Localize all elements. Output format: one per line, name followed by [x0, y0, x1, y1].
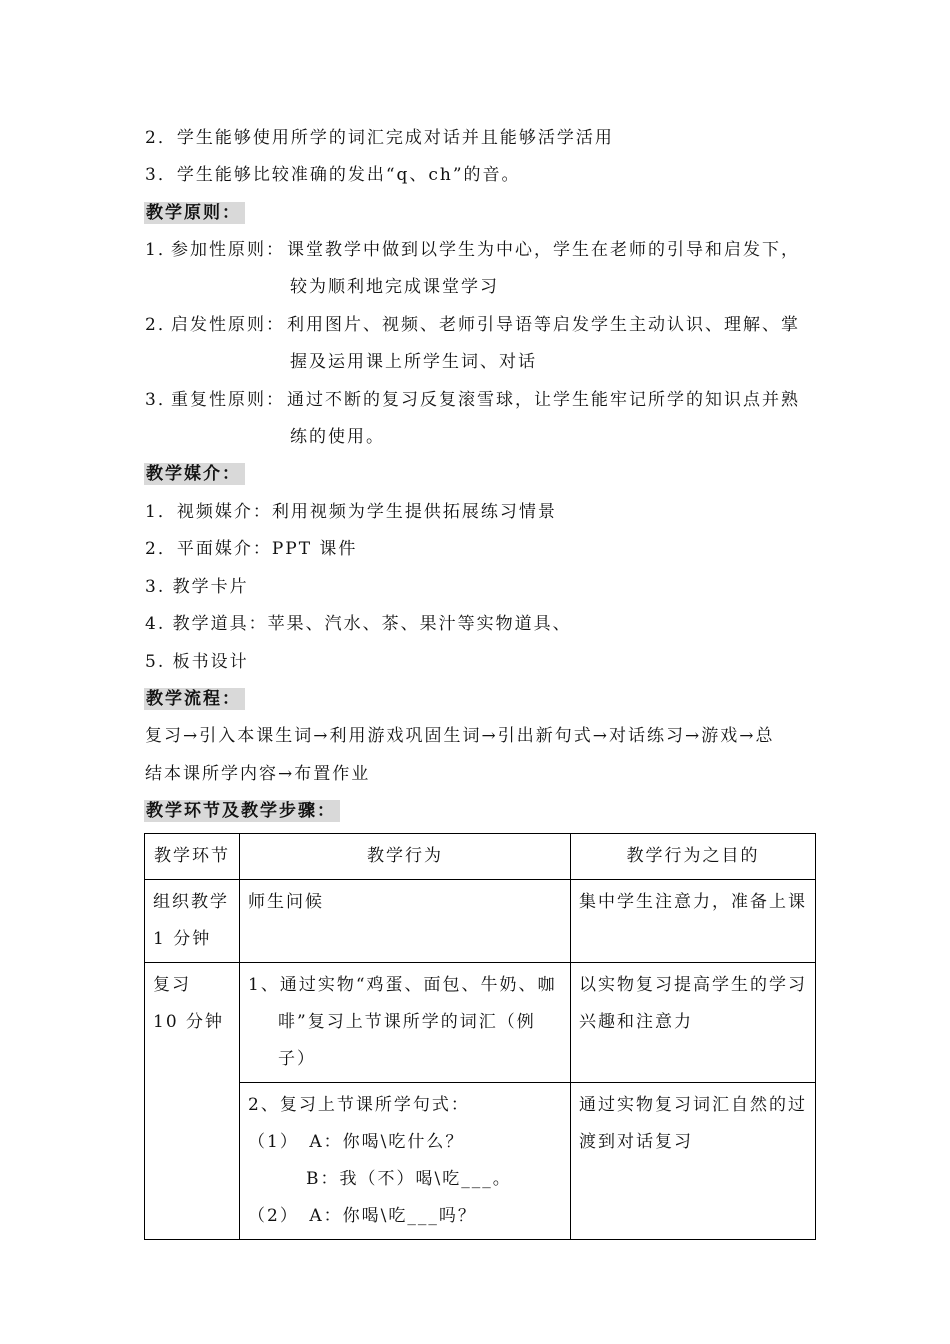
- principle-num: 1．: [145, 240, 177, 260]
- purpose-line: 通过实物复习词汇自然的过: [579, 1095, 807, 1115]
- stage-time: 10 分钟: [153, 1012, 225, 1032]
- principle-label: 启发性原则：: [171, 315, 285, 335]
- action-cell: [240, 1083, 571, 1240]
- action-line: （1） A：你喝\吃什么？: [248, 1132, 465, 1152]
- table-header-row: [145, 834, 816, 880]
- purpose-line: 兴趣和注意力: [579, 1012, 693, 1032]
- flow-text: 复习→引入本课生词→利用游戏巩固生词→引出新句式→对话练习→游戏→总: [145, 726, 775, 746]
- principle-label: 重复性原则：: [171, 390, 285, 410]
- stage-time: 1 分钟: [153, 929, 212, 949]
- purpose-line: 渡到对话复习: [579, 1132, 693, 1152]
- action-line: B：我（不）喝\吃___。: [306, 1169, 512, 1189]
- action-cell: [240, 963, 571, 1083]
- action-line: 子）: [278, 1049, 316, 1069]
- flow-text-cont: 结本课所学内容→布置作业: [145, 764, 371, 784]
- principle-text: 利用图片、视频、老师引导语等启发学生主动认识、理解、掌: [287, 315, 800, 335]
- action-cell: 师生问候: [240, 880, 571, 963]
- principle-text-cont: 较为顺利地完成课堂学习: [290, 277, 499, 297]
- principle-text: 通过不断的复习反复滚雪球，让学生能牢记所学的知识点并熟: [287, 390, 800, 410]
- media-item-1: 1．视频媒介：利用视频为学生提供拓展练习情景: [145, 502, 557, 522]
- steps-table: [144, 833, 816, 1240]
- stage-name: 组织教学: [153, 892, 229, 912]
- media-item-4: 4. 教学道具：苹果、汽水、茶、果汁等实物道具、: [145, 614, 572, 634]
- purpose-cell: [571, 963, 816, 1083]
- media-item-2: 2．平面媒介：PPT 课件: [145, 539, 358, 559]
- flow-heading: 教学流程：: [144, 688, 245, 710]
- stage-cell: [145, 880, 240, 963]
- stage-cell: [145, 963, 240, 1240]
- table-row: [145, 963, 816, 1083]
- stage-name: 复习: [153, 975, 191, 995]
- purpose-line: 以实物复习提高学生的学习: [579, 975, 807, 995]
- action-line: 啡”复习上节课所学的词汇（例: [278, 1012, 536, 1032]
- principles-heading: 教学原则：: [144, 202, 245, 224]
- principle-num: 3．: [145, 390, 177, 410]
- principle-text-cont: 练的使用。: [290, 427, 385, 447]
- header-purpose: 教学行为之目的: [571, 834, 816, 880]
- objective-3: 3．学生能够比较准确的发出“q、ch”的音。: [145, 165, 521, 185]
- principle-text-cont: 握及运用课上所学生词、对话: [290, 352, 537, 372]
- principle-text: 课堂教学中做到以学生为中心，学生在老师的引导和启发下，: [287, 240, 800, 260]
- header-action: 教学行为: [240, 834, 571, 880]
- media-heading: 教学媒介：: [144, 463, 245, 485]
- principle-item-3: [145, 389, 800, 411]
- principle-item-1: [145, 239, 800, 261]
- principle-item-2: [145, 314, 800, 336]
- objective-2: 2．学生能够使用所学的词汇完成对话并且能够活学活用: [145, 128, 614, 148]
- media-item-5: 5. 板书设计: [145, 652, 249, 672]
- principle-label: 参加性原则：: [171, 240, 285, 260]
- table-row: [145, 880, 816, 963]
- action-line: （2） A：你喝\吃___吗？: [248, 1206, 477, 1226]
- action-line: 1、通过实物“鸡蛋、面包、牛奶、咖: [248, 975, 557, 995]
- media-item-3: 3. 教学卡片: [145, 577, 249, 597]
- purpose-cell: [571, 1083, 816, 1240]
- header-stage: 教学环节: [145, 834, 240, 880]
- action-line: 2、复习上节课所学句式：: [248, 1095, 470, 1115]
- principle-num: 2．: [145, 315, 177, 335]
- table-row: [145, 1083, 816, 1240]
- purpose-cell: 集中学生注意力，准备上课: [571, 880, 816, 963]
- steps-heading: 教学环节及教学步骤：: [144, 800, 340, 822]
